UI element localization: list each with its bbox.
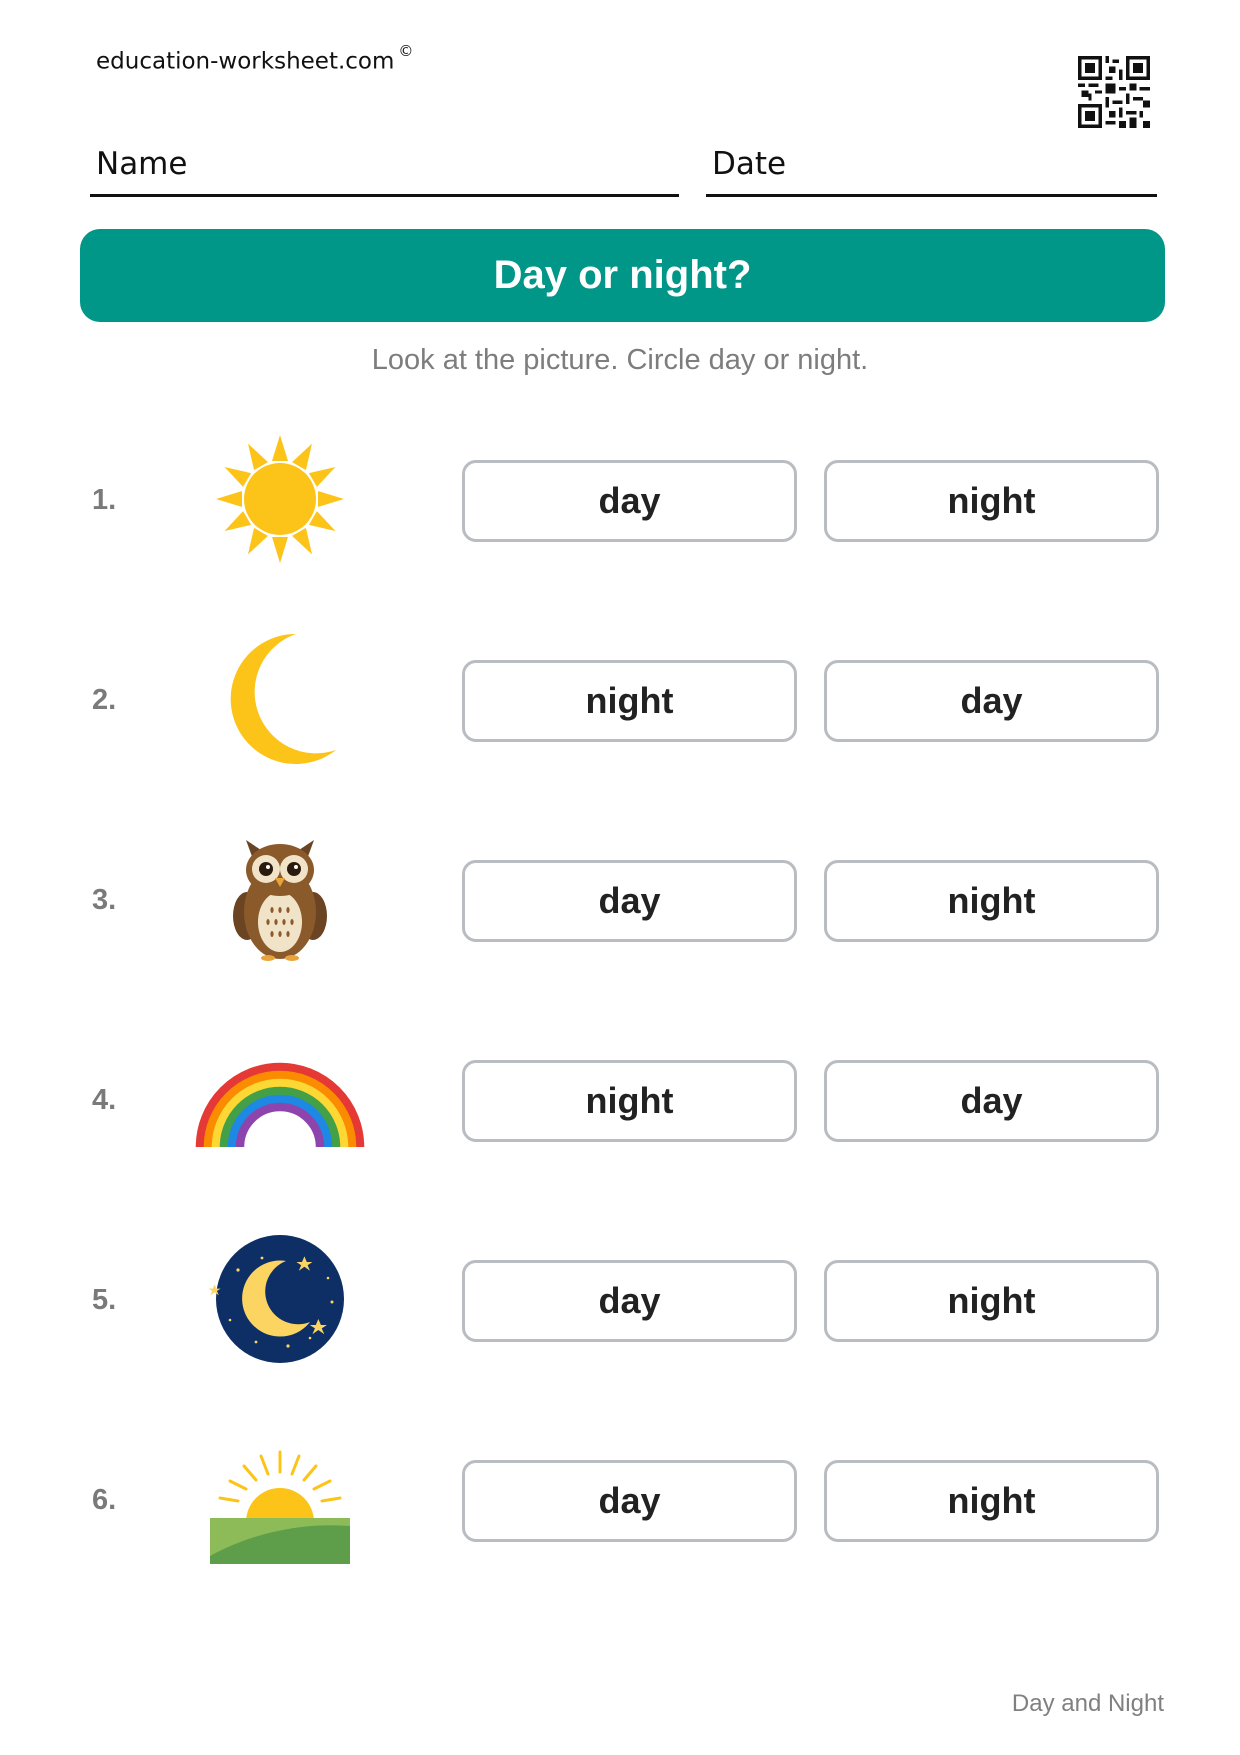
option-night[interactable]: night <box>824 1460 1159 1542</box>
question-number: 1. <box>92 484 117 516</box>
name-field[interactable] <box>90 140 679 197</box>
owl-icon <box>190 834 370 964</box>
question-row <box>0 1434 1240 1564</box>
option-night[interactable]: night <box>824 1260 1159 1342</box>
sun-icon <box>190 434 370 564</box>
option-day[interactable]: day <box>824 660 1159 742</box>
title-banner <box>80 229 1165 322</box>
question-row <box>0 1234 1240 1364</box>
qr-code-icon <box>1078 56 1150 128</box>
option-night[interactable]: night <box>824 460 1159 542</box>
date-label: Date <box>712 146 787 182</box>
option-night[interactable]: night <box>462 1060 797 1142</box>
question-row <box>0 434 1240 564</box>
instructions: Look at the picture. Circle day or night. <box>371 344 869 376</box>
question-number: 4. <box>92 1084 117 1116</box>
option-night[interactable]: night <box>824 860 1159 942</box>
question-number: 3. <box>92 884 117 916</box>
question-number: 2. <box>92 684 117 716</box>
site-name <box>96 42 414 75</box>
date-field[interactable] <box>706 140 1157 197</box>
site-name-text: education-worksheet.com <box>96 48 395 75</box>
question-row <box>0 1034 1240 1164</box>
option-day[interactable]: day <box>824 1060 1159 1142</box>
name-label: Name <box>96 146 188 182</box>
option-day[interactable]: day <box>462 460 797 542</box>
night-sky-icon <box>190 1234 370 1364</box>
sunrise-icon <box>190 1434 370 1564</box>
footer-topic: Day and Night <box>1011 1690 1164 1717</box>
option-day[interactable]: day <box>462 1460 797 1542</box>
question-number: 5. <box>92 1284 117 1316</box>
crescent-moon-icon <box>190 634 370 764</box>
rainbow-icon <box>190 1034 370 1164</box>
question-row <box>0 634 1240 764</box>
copyright-symbol: © <box>398 42 414 60</box>
page-title: Day or night? <box>493 253 752 297</box>
question-row <box>0 834 1240 964</box>
question-number: 6. <box>92 1484 117 1516</box>
option-day[interactable]: day <box>462 860 797 942</box>
option-night[interactable]: night <box>462 660 797 742</box>
option-day[interactable]: day <box>462 1260 797 1342</box>
